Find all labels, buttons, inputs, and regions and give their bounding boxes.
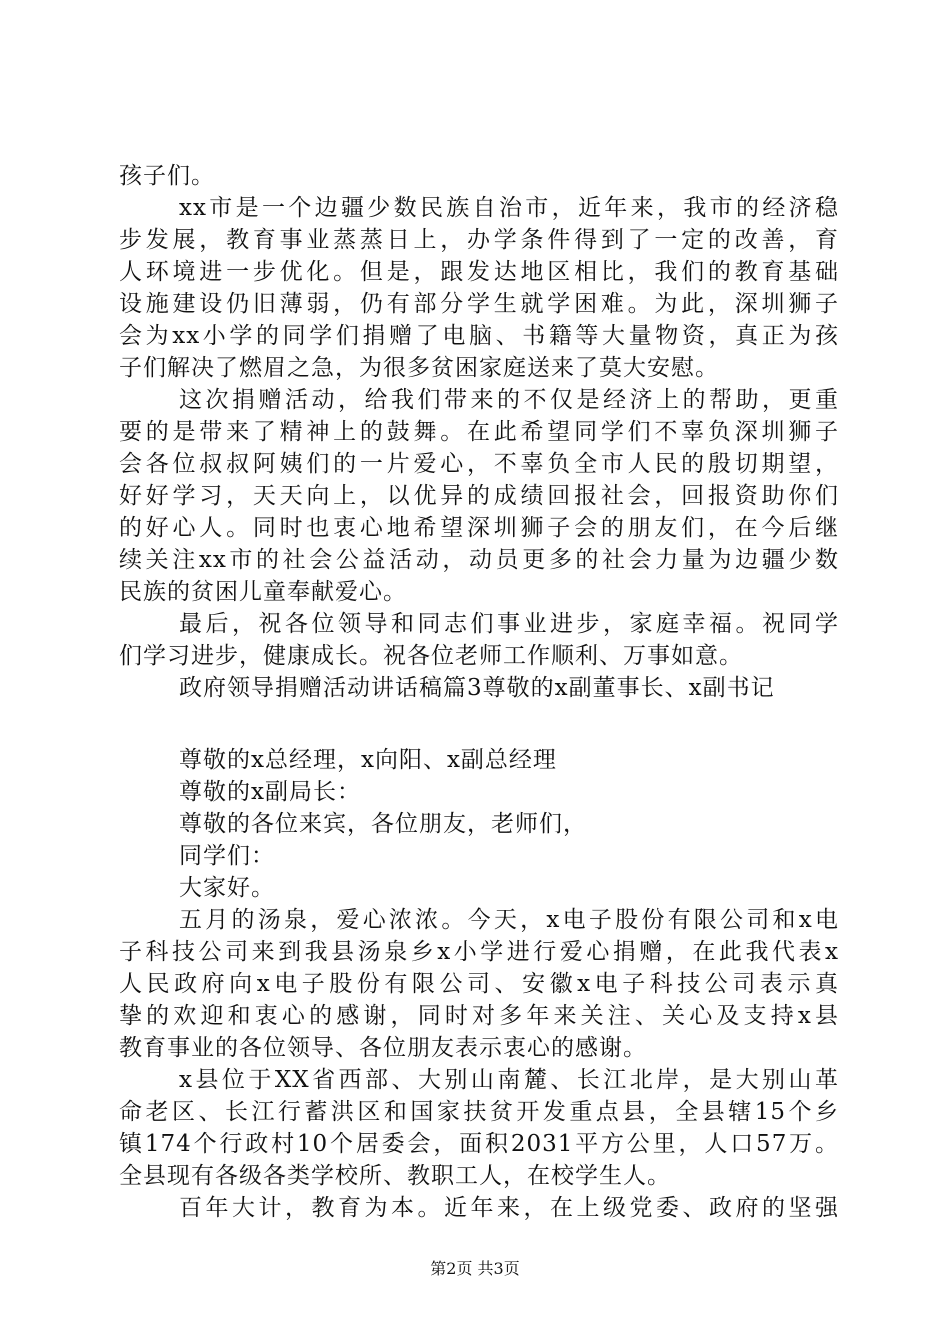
document-body (119, 160, 839, 1224)
paragraph-start-line: 最后，祝各位领导和同志们事业进步，家庭幸福。祝同学 (179, 611, 839, 637)
text-line: 全县现有各级各类学校所、教职工人，在校学生人。 (119, 1163, 671, 1189)
text-line: 人民政府向x电子股份有限公司、安徽x电子科技公司表示真 (119, 971, 839, 997)
text-line: 民族的贫困儿童奉献爱心。 (119, 579, 407, 605)
paragraph-start-line: xx市是一个边疆少数民族自治市，近年来，我市的经济稳 (179, 195, 839, 221)
text-line: 人环境进一步优化。但是，跟发达地区相比，我们的教育基础 (119, 259, 839, 285)
text-line: 设施建设仍旧薄弱，仍有部分学生就学困难。为此，深圳狮子 (119, 291, 839, 317)
text-line: 会为xx小学的同学们捐赠了电脑、书籍等大量物资，真正为孩 (119, 323, 839, 349)
text-line: 子科技公司来到我县汤泉乡x小学进行爱心捐赠，在此我代表x (119, 939, 839, 965)
paragraph-start-line: 五月的汤泉，爱心浓浓。今天，x电子股份有限公司和x电 (179, 907, 839, 933)
salutation-line: 同学们： (179, 843, 275, 869)
text-line: 镇174个行政村10个居委会，面积2031平方公里，人口57万。 (119, 1131, 839, 1157)
text-line: 们学习进步，健康成长。祝各位老师工作顺利、万事如意。 (119, 643, 743, 669)
paragraph-start-line: 百年大计，教育为本。近年来，在上级党委、政府的坚强 (179, 1195, 839, 1221)
salutation-line: 尊敬的x总经理，x向阳、x副总经理 (179, 747, 557, 773)
text-line: 要的是带来了精神上的鼓舞。在此希望同学们不辜负深圳狮子 (119, 419, 839, 445)
blank-line (119, 704, 839, 744)
paragraph-start-line: x县位于XX省西部、大别山南麓、长江北岸，是大别山革 (179, 1067, 839, 1093)
text-line: 教育事业的各位领导、各位朋友表示衷心的感谢。 (119, 1035, 647, 1061)
paragraph-start-line: 这次捐赠活动，给我们带来的不仅是经济上的帮助，更重 (179, 387, 839, 413)
text-line: 好好学习，天天向上，以优异的成绩回报社会，回报资助你们 (119, 483, 839, 509)
text-line: 子们解决了燃眉之急，为很多贫困家庭送来了莫大安慰。 (119, 355, 719, 381)
salutation-line: 尊敬的各位来宾，各位朋友，老师们， (179, 811, 587, 837)
greeting-line: 大家好。 (179, 875, 275, 901)
text-line: 会各位叔叔阿姨们的一片爱心，不辜负全市人民的殷切期望， (119, 451, 839, 477)
text-line: 的好心人。同时也衷心地希望深圳狮子会的朋友们，在今后继 (119, 515, 839, 541)
text-line: 孩子们。 (119, 163, 215, 189)
page-footer (0, 1259, 950, 1279)
section-heading-line: 政府领导捐赠活动讲话稿篇3尊敬的x副董事长、x副书记 (179, 675, 775, 701)
text-line: 步发展，教育事业蒸蒸日上，办学条件得到了一定的改善，育 (119, 227, 839, 253)
text-line: 命老区、长江行蓄洪区和国家扶贫开发重点县，全县辖15个乡 (119, 1099, 839, 1125)
salutation-line: 尊敬的x副局长： (179, 779, 361, 805)
text-line: 续关注xx市的社会公益活动，动员更多的社会力量为边疆少数 (119, 547, 839, 573)
page-number-label: 第2页 共3页 (430, 1259, 520, 1278)
text-line: 挚的欢迎和衷心的感谢，同时对多年来关注、关心及支持x县 (119, 1003, 839, 1029)
